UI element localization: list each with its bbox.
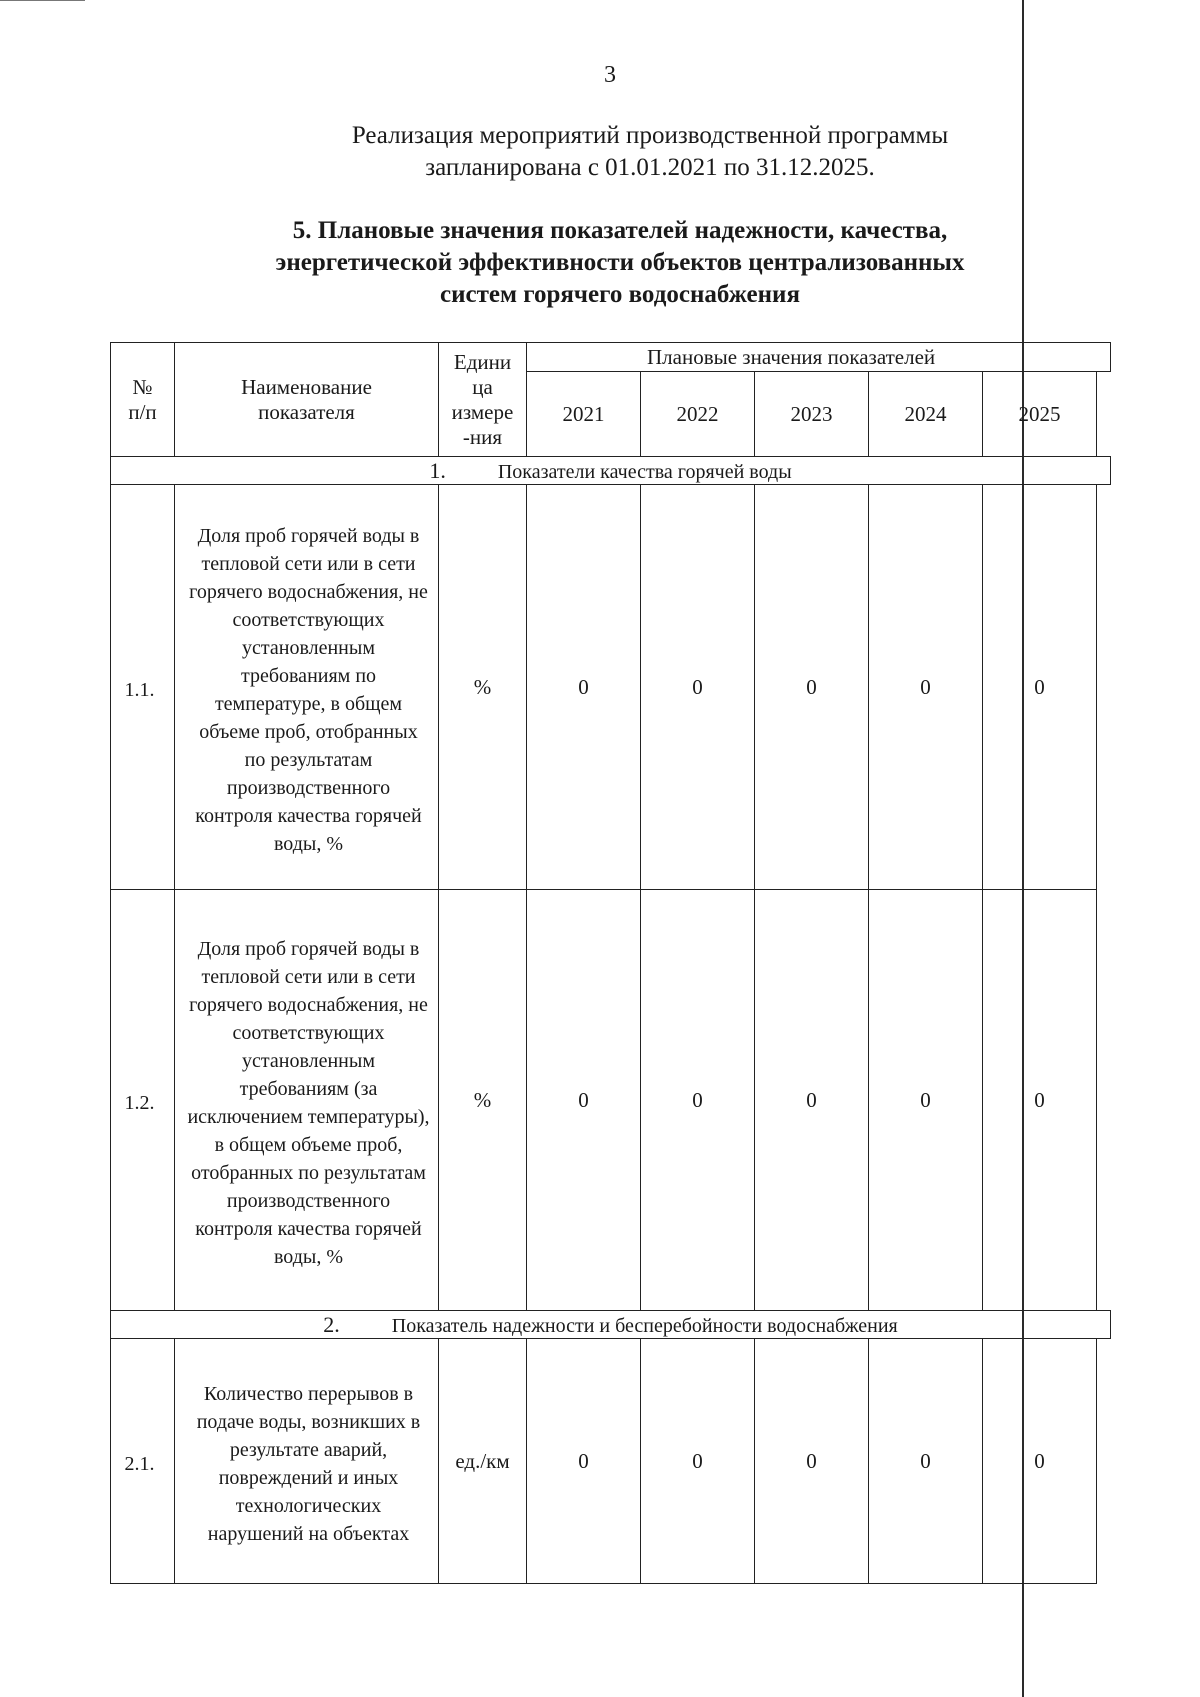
value-2024: 0	[869, 485, 983, 890]
header-year-2023: 2023	[755, 372, 869, 457]
value-2023: 0	[755, 890, 869, 1311]
section-title	[200, 215, 1040, 311]
header-plan-values: Плановые значения показателей	[527, 343, 1111, 372]
section-title-line-1: 5. Плановые значения показателей надежности, качества,	[292, 217, 948, 244]
header-unit	[439, 343, 527, 457]
header-unit-line-4: -ния	[462, 424, 503, 449]
section-title-line-3: систем горячего водоснабжения	[440, 281, 800, 308]
header-name	[175, 343, 439, 457]
page-number: 3	[604, 62, 616, 88]
header-year-2025: 2025	[983, 372, 1097, 457]
table-header-row-top	[111, 343, 1111, 372]
header-num-line-1: №	[132, 374, 153, 399]
intro-line-1: Реализация мероприятий производственной программы	[351, 122, 949, 149]
header-name-line-1: Наименование	[241, 374, 372, 399]
value-2025: 0	[983, 1339, 1097, 1584]
value-2021: 0	[527, 890, 641, 1311]
value-2022: 0	[641, 1339, 755, 1584]
category-quality-number: 1.	[429, 457, 446, 483]
value-2022: 0	[641, 485, 755, 890]
category-reliability-title: Показатель надежности и бесперебойности водоснабжения	[391, 1314, 898, 1337]
header-num-line-2: п/п	[128, 399, 157, 424]
row-number: 2.1.	[111, 1339, 175, 1584]
value-2022: 0	[641, 890, 755, 1311]
header-name-line-2: показателя	[258, 399, 355, 424]
header-num	[111, 343, 175, 457]
indicator-name: Количество перерывов в подаче воды, возникших в результате аварий, повреждений и иных технологических нарушений на объектах	[175, 1339, 439, 1584]
header-unit-line-3: измере	[451, 399, 514, 424]
category-quality	[111, 457, 1111, 485]
value-2025: 0	[983, 485, 1097, 890]
table-row	[111, 890, 1111, 1311]
table-row	[111, 485, 1111, 890]
intro-line-2: запланирована с 01.01.2021 по 31.12.2025.	[425, 154, 875, 181]
value-2021: 0	[527, 1339, 641, 1584]
indicator-unit: ед./км	[439, 1339, 527, 1584]
header-unit-line-1: Едини	[453, 349, 512, 374]
category-row-reliability	[111, 1311, 1111, 1339]
indicator-unit: %	[439, 485, 527, 890]
value-2024: 0	[869, 1339, 983, 1584]
table-row	[111, 1339, 1111, 1584]
header-year-2022: 2022	[641, 372, 755, 457]
header-spacer	[1097, 372, 1111, 457]
value-2023: 0	[755, 485, 869, 890]
row-spacer	[1097, 1339, 1111, 1584]
indicators-table	[110, 342, 1111, 1584]
header-year-2024: 2024	[869, 372, 983, 457]
indicator-unit: %	[439, 890, 527, 1311]
category-quality-title: Показатели качества горячей воды	[497, 460, 792, 483]
row-spacer	[1097, 890, 1111, 1311]
row-number: 1.2.	[111, 890, 175, 1311]
value-2023: 0	[755, 1339, 869, 1584]
indicator-name: Доля проб горячей воды в тепловой сети или в сети горячего водоснабжения, не соответствующих установленным требованиям по температуре, в общем объеме проб, отобранных по результатам производственного контроля качества горячей воды, %	[175, 485, 439, 890]
row-spacer	[1097, 485, 1111, 890]
intro-paragraph	[250, 120, 1050, 184]
value-2021: 0	[527, 485, 641, 890]
indicator-name: Доля проб горячей воды в тепловой сети или в сети горячего водоснабжения, не соответствующих установленным требованиям (за исключением температуры), в общем объеме проб, отобранных по результатам производственного контроля качества горячей воды, %	[175, 890, 439, 1311]
section-title-line-2: энергетической эффективности объектов централизованных	[275, 249, 965, 276]
row-number: 1.1.	[111, 485, 175, 890]
header-unit-line-2: ца	[472, 374, 493, 399]
scan-corner-mark	[0, 0, 85, 1]
category-row-quality	[111, 457, 1111, 485]
value-2024: 0	[869, 890, 983, 1311]
category-reliability-number: 2.	[323, 1311, 340, 1337]
value-2025: 0	[983, 890, 1097, 1311]
category-reliability	[111, 1311, 1111, 1339]
header-year-2021: 2021	[527, 372, 641, 457]
